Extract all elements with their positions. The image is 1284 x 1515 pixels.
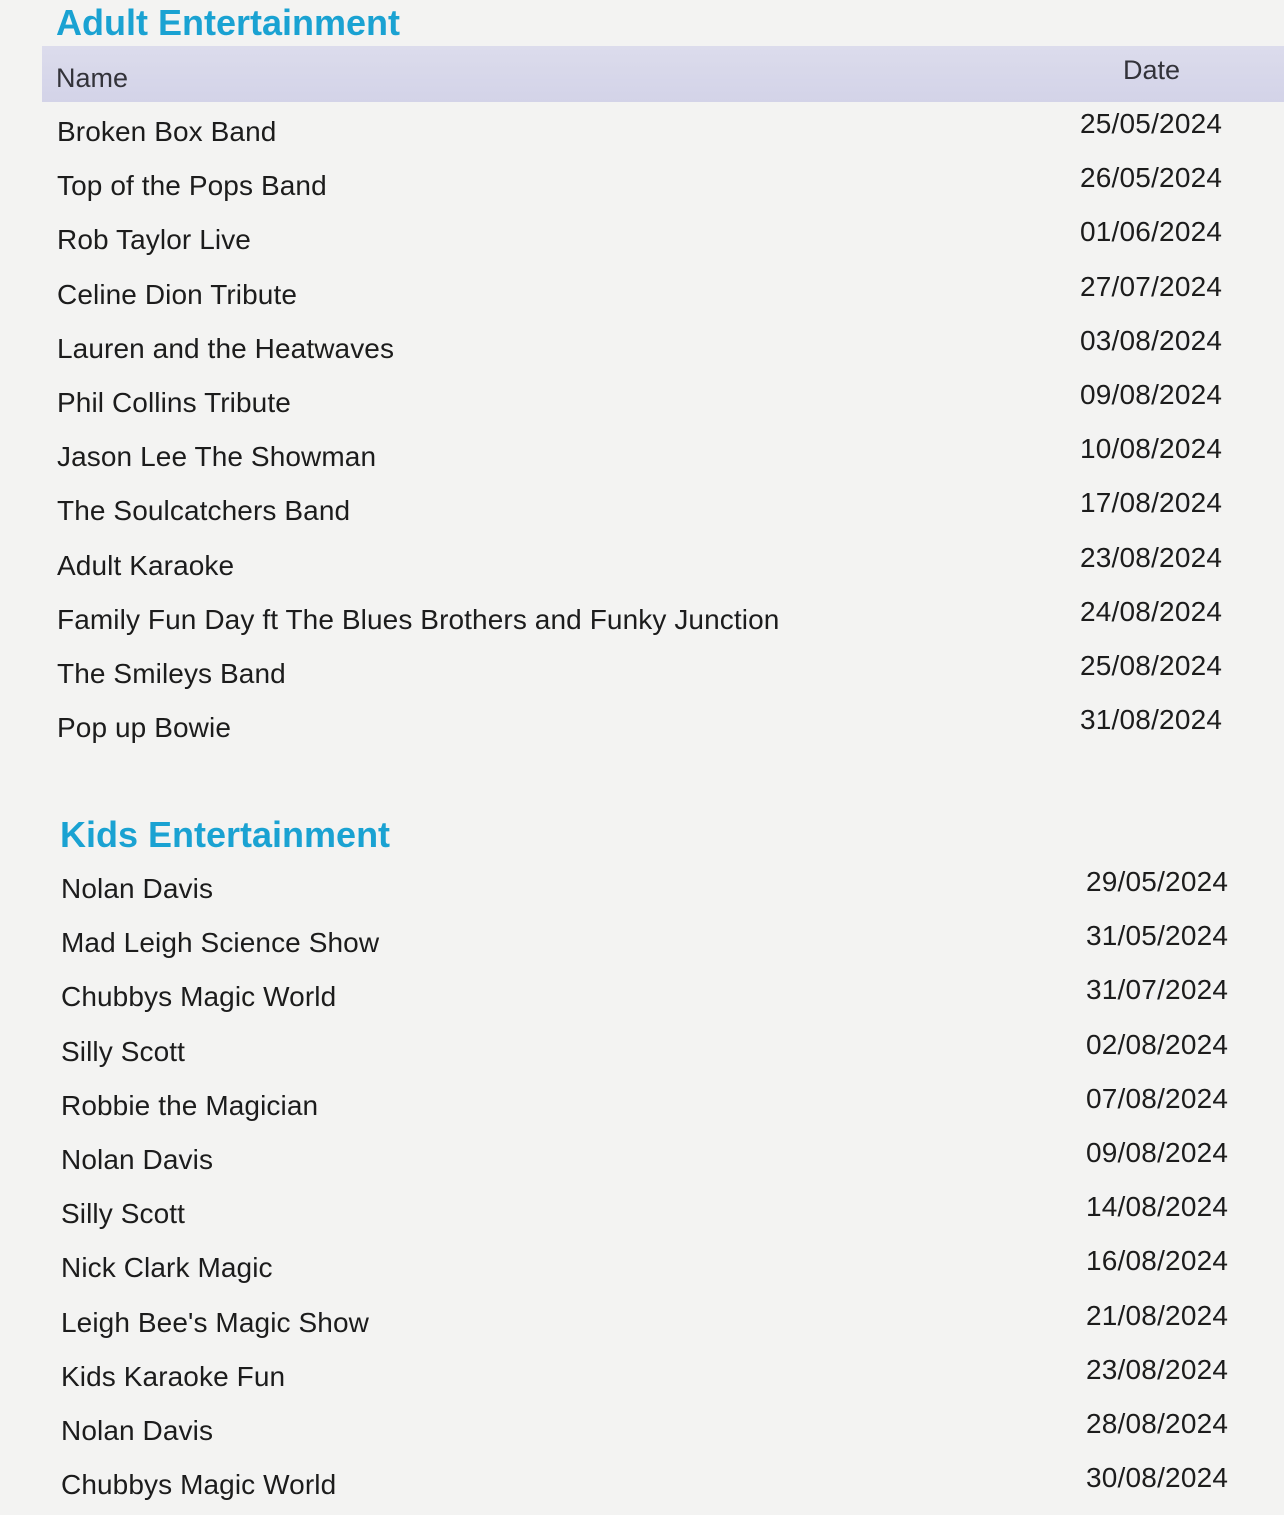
event-date: 27/07/2024 [1080, 270, 1223, 302]
event-name: Family Fun Day ft The Blues Brothers and Funky Junction [57, 603, 780, 635]
adult-entertainment-title: Adult Entertainment [56, 2, 401, 43]
table-row [0, 375, 1284, 429]
event-date: 03/08/2024 [1080, 324, 1223, 356]
table-row [0, 321, 1284, 375]
event-date: 24/08/2024 [1080, 595, 1223, 627]
date-column-header: Date [1123, 55, 1181, 85]
event-date: 02/08/2024 [1086, 1028, 1229, 1060]
event-name: Kids Karaoke Fun [61, 1360, 286, 1392]
event-name: Leigh Bee's Magic Show [61, 1306, 369, 1338]
event-name: Top of the Pops Band [57, 170, 327, 202]
table-row [0, 1296, 1284, 1350]
table-row [0, 700, 1284, 754]
kids-entertainment-list [0, 862, 1284, 1512]
event-date: 31/08/2024 [1080, 704, 1223, 736]
event-date: 01/06/2024 [1080, 216, 1223, 248]
event-name: Adult Karaoke [57, 549, 235, 581]
table-row [0, 1241, 1284, 1295]
event-name: Broken Box Band [57, 116, 277, 147]
table-row [0, 592, 1284, 646]
table-row [0, 212, 1284, 266]
event-name: Rob Taylor Live [57, 224, 251, 256]
event-date: 26/05/2024 [1080, 162, 1223, 194]
event-date: 29/05/2024 [1086, 866, 1229, 897]
event-name: Nolan Davis [61, 1414, 214, 1446]
event-name: Mad Leigh Science Show [61, 927, 380, 959]
event-name: The Soulcatchers Band [57, 495, 351, 527]
table-row [0, 1404, 1284, 1458]
event-name: Pop up Bowie [57, 712, 231, 744]
event-name: Chubbys Magic World [61, 981, 337, 1013]
event-date: 09/08/2024 [1080, 378, 1223, 410]
event-date: 14/08/2024 [1086, 1191, 1229, 1223]
event-date: 31/05/2024 [1086, 920, 1229, 952]
event-name: Nolan Davis [61, 873, 214, 904]
event-date: 10/08/2024 [1080, 433, 1223, 465]
table-row [0, 429, 1284, 483]
table-row [0, 1133, 1284, 1187]
table-row [0, 916, 1284, 970]
event-date: 17/08/2024 [1080, 487, 1223, 519]
kids-entertainment-title: Kids Entertainment [60, 814, 391, 855]
event-date: 23/08/2024 [1080, 541, 1223, 573]
event-name: Celine Dion Tribute [57, 278, 298, 310]
event-date: 07/08/2024 [1086, 1082, 1229, 1114]
event-date: 31/07/2024 [1086, 974, 1229, 1006]
table-row [0, 1079, 1284, 1133]
event-name: Phil Collins Tribute [57, 386, 291, 418]
table-row [0, 104, 1284, 158]
event-name: The Smileys Band [57, 657, 286, 689]
table-row [0, 1458, 1284, 1512]
event-name: Nolan Davis [61, 1143, 214, 1175]
table-row [0, 646, 1284, 700]
event-date: 25/05/2024 [1080, 108, 1223, 139]
event-date: 16/08/2024 [1086, 1245, 1229, 1277]
table-header [42, 46, 1284, 102]
event-name: Robbie the Magician [61, 1089, 319, 1121]
table-row [0, 538, 1284, 592]
event-date: 21/08/2024 [1086, 1299, 1229, 1331]
event-name: Silly Scott [61, 1198, 186, 1230]
event-name: Lauren and the Heatwaves [57, 332, 395, 364]
event-date: 23/08/2024 [1086, 1353, 1229, 1385]
event-date: 28/08/2024 [1086, 1407, 1229, 1439]
event-date: 30/08/2024 [1086, 1462, 1229, 1494]
event-name: Silly Scott [61, 1035, 186, 1067]
table-row [0, 1025, 1284, 1079]
event-name: Nick Clark Magic [61, 1252, 273, 1284]
table-row [0, 158, 1284, 212]
table-row [0, 862, 1284, 916]
table-row [0, 267, 1284, 321]
table-row [0, 483, 1284, 537]
event-date: 25/08/2024 [1080, 649, 1223, 681]
event-name: Jason Lee The Showman [57, 441, 377, 473]
table-row [0, 1187, 1284, 1241]
table-row [0, 1350, 1284, 1404]
table-row [0, 970, 1284, 1024]
event-date: 09/08/2024 [1086, 1136, 1229, 1168]
name-column-header: Name [56, 63, 129, 93]
adult-entertainment-list [0, 104, 1284, 754]
event-name: Chubbys Magic World [61, 1469, 337, 1501]
